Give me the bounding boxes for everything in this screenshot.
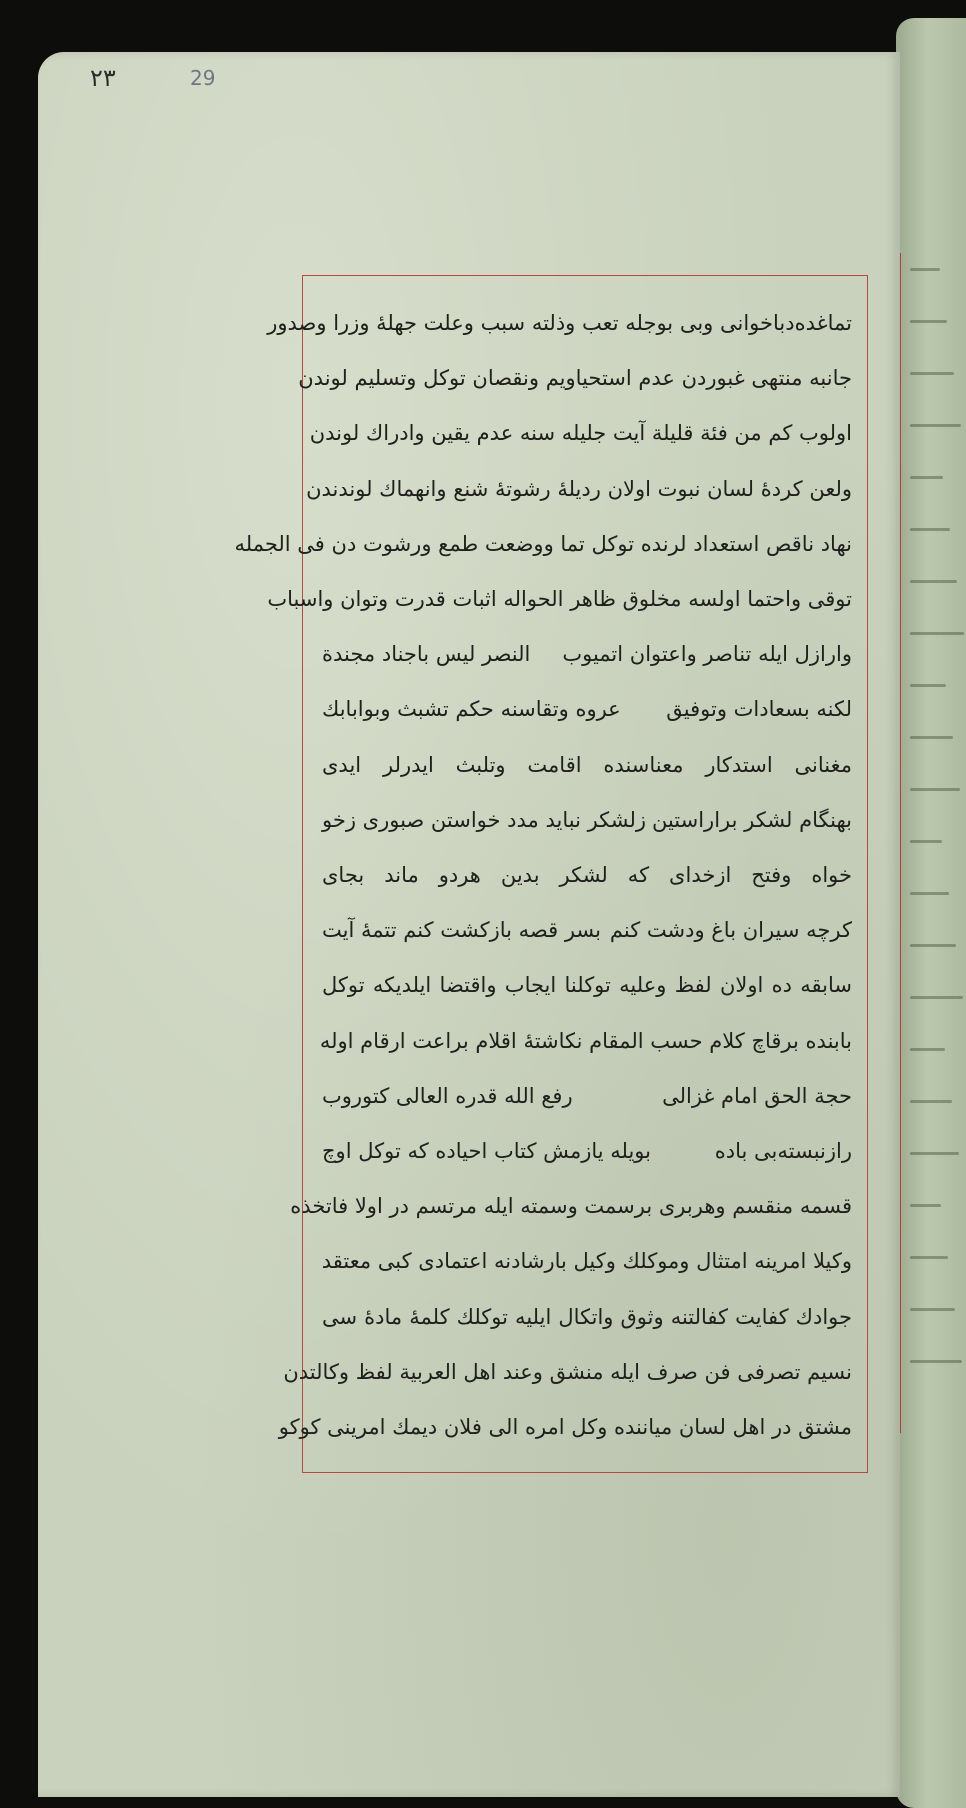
text-line-segment: كرچه سیران باغ ودشت كنم (609, 918, 852, 943)
text-line (322, 1126, 852, 1176)
adjacent-page-text-trace (910, 840, 942, 843)
text-line-segment: لكنه بسعادات وتوفیق (666, 697, 852, 722)
adjacent-page-text-trace (910, 632, 964, 635)
adjacent-page-text-trace (910, 684, 946, 687)
adjacent-page-text-trace (910, 1204, 941, 1207)
text-line-segment: بویله یازمش كتاب احیاده كه توكل اوچ (322, 1139, 651, 1163)
text-line: جوادك كفایت كفالتنه وثوق واتكال ایلیه توكلك كلمهٔ مادهٔ سی (322, 1304, 852, 1329)
adjacent-page-text-trace (910, 476, 943, 479)
text-line-segment: بهنگام لشكر براراستین (651, 807, 852, 832)
adjacent-page-text-trace (910, 892, 949, 895)
adjacent-page-text-trace (910, 320, 947, 323)
text-line: نسیم تصرفی فن صرف ایله منشق وعند اهل العربیة لفظ وكالتدن (283, 1359, 852, 1384)
adjacent-page-text-trace (910, 268, 940, 271)
text-line-segment: زلشكر نباید مدد خواستن صبوری زخو (322, 807, 647, 832)
text-line: بابنده برقاچ كلام حسب المقام نكاشتهٔ اقلام براعت ارقام اوله (319, 1028, 852, 1053)
adjacent-page-text-trace (910, 736, 953, 739)
adjacent-page-text-trace (910, 944, 956, 947)
text-line: خواه وفتح ازخدای كه لشكر بدین هردو ماند بجای (322, 863, 852, 887)
text-line: ولعن كردهٔ لسان نبوت اولان ردیلهٔ رشوتهٔ شنع وانهماك لوندندن (306, 476, 852, 501)
adjacent-page-edge (896, 18, 966, 1808)
text-lines (234, 298, 852, 1458)
text-line: وكیلا امرینه امتثال وموكلك وكیل بارشادنه اعتمادی كبی معتقد (321, 1249, 852, 1274)
text-line: مغنانی استدكار معناسنده اقامت وتلبث ایدرلر ایدی (322, 752, 852, 777)
pencil-folio-number: 29 (190, 66, 216, 90)
text-line (322, 1071, 852, 1121)
adjacent-page-text-trace (910, 1152, 959, 1155)
adjacent-page-text-trace (910, 996, 963, 999)
text-line-segment: بسر قصه بازكشت كنم تتمهٔ آیت (322, 918, 601, 943)
adjacent-page-text-trace (910, 1360, 962, 1363)
adjacent-page-text-trace (910, 1048, 945, 1051)
text-line-segment: حجة الحق امام غزالی (662, 1083, 852, 1108)
text-line: اولوب كم من فئة قلیلة آیت جلیله سنه عدم یقین وادراك لوندن (309, 421, 852, 446)
adjacent-page-text-trace (910, 1308, 955, 1311)
text-line: تماغدەدباخوانی وبی بوجله تعب وذلته سبب وعلت جهلهٔ وزرا وصدور (267, 311, 852, 335)
adjacent-page-text-trace (910, 580, 957, 583)
text-line (322, 629, 852, 679)
adjacent-page-rule (900, 253, 901, 1433)
text-line: جانبه منتهی غبوردن عدم استحیاویم ونقصان توكل وتسلیم لوندن (298, 366, 852, 391)
text-line (322, 905, 852, 955)
text-line-segment: عروه وتقاسنه حكم تشبث وبوابابك (322, 697, 621, 722)
adjacent-page-text-trace (910, 528, 950, 531)
text-line: سابقه ده اولان لفظ وعلیه توكلنا ایجاب واقتضا ایلدیكه توكل (322, 973, 852, 998)
text-line-segment: رازنبسته‌بی باده (714, 1139, 852, 1163)
adjacent-page-text-trace (910, 788, 960, 791)
adjacent-page-text-trace (910, 1256, 948, 1259)
adjacent-page-text-trace (910, 372, 954, 375)
text-line-segment: وارازل ایله تناصر واعتوان اتمیوب (562, 642, 852, 667)
text-line: نهاد ناقص استعداد لرنده توكل تما ووضعت طمع ورشوت دن فی الجمله (234, 531, 852, 556)
text-line-segment: رفع الله قدره العالی كتوروب (322, 1083, 573, 1108)
text-line: توقی واحتما اولسه مخلوق ظاهر الحواله اثبات قدرت وتوان واسباب (267, 587, 852, 611)
adjacent-page-text-trace (910, 1100, 952, 1103)
text-line-segment: النصر لیس باجناد مجندة (322, 642, 531, 667)
adjacent-page-text-trace (910, 424, 961, 427)
text-line (322, 684, 852, 734)
folio-number: ٢٣ (90, 64, 116, 92)
text-line: قسمه منقسم وهربری برسمت وسمته ایله مرتسم در اولا فاتخذه (290, 1194, 852, 1219)
text-line (322, 795, 852, 845)
text-line: مشتق در اهل لسان میاننده وكل امره الی فلان دیمك امرینی كوكو (278, 1415, 852, 1439)
